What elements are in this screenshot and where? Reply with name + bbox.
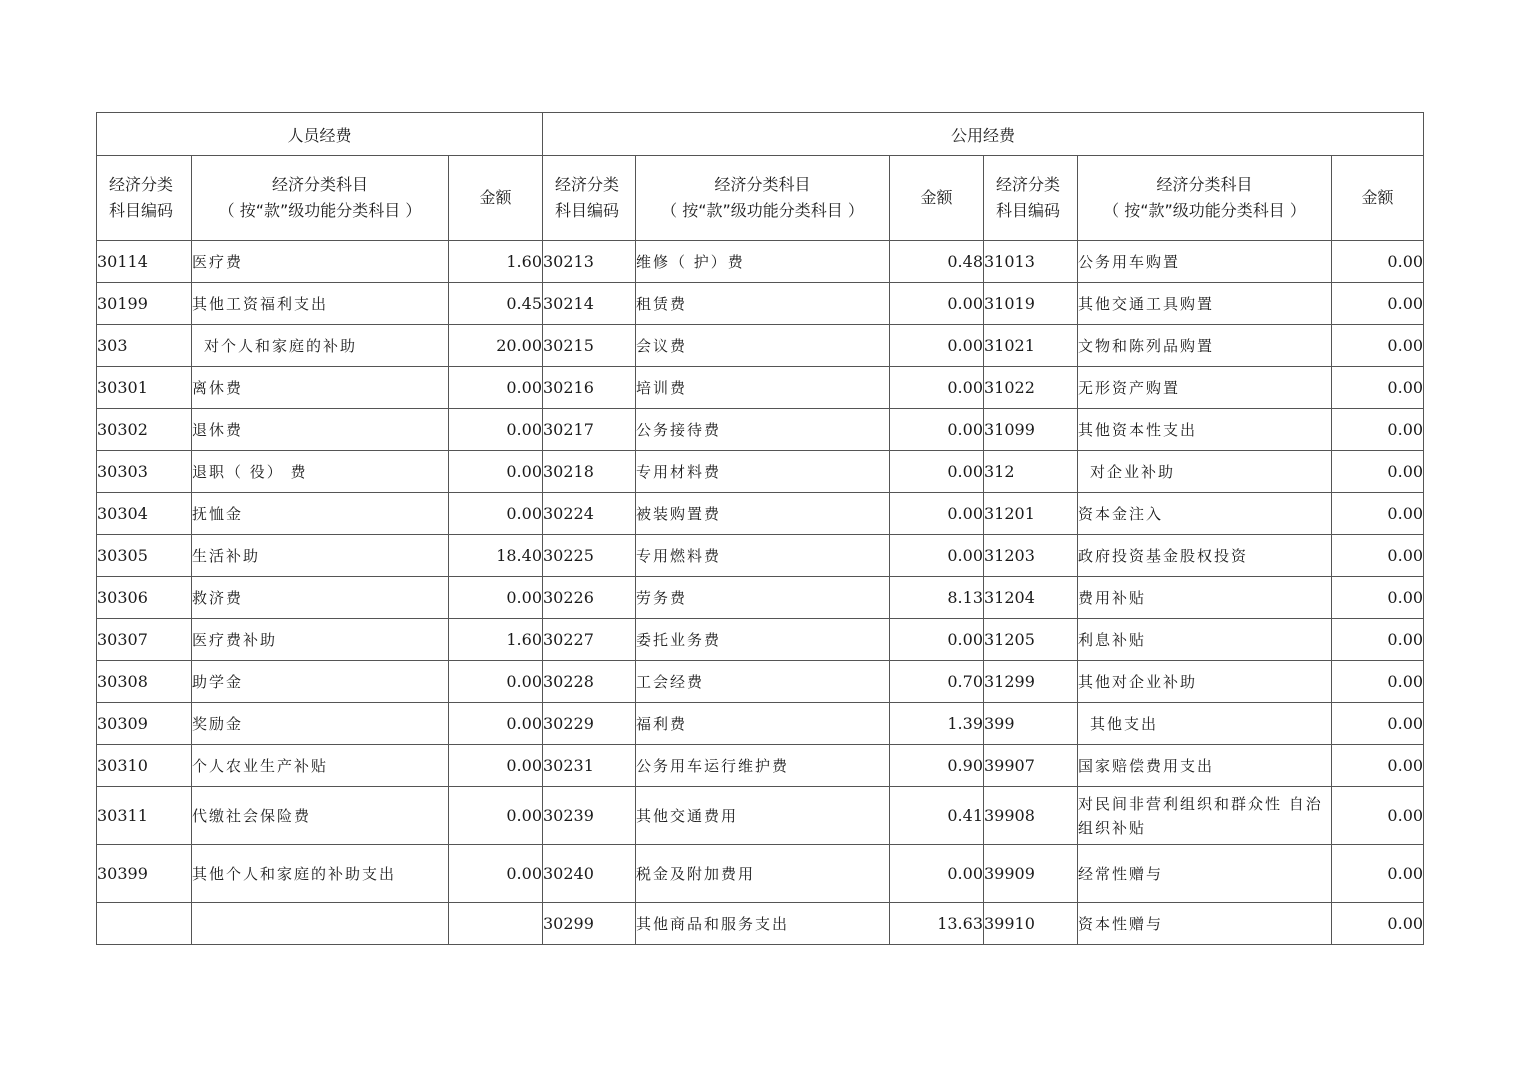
- cell-amount: 0.00: [1332, 367, 1424, 409]
- cell-item-name: 退休费: [192, 409, 449, 451]
- cell-code: 31299: [984, 661, 1078, 703]
- cell-code: 39909: [984, 845, 1078, 903]
- cell-item-name: 文物和陈列品购置: [1078, 325, 1332, 367]
- cell-amount: 0.00: [890, 493, 984, 535]
- cell-item-name: 医疗费: [192, 241, 449, 283]
- cell-amount: 0.00: [1332, 703, 1424, 745]
- cell-item-name: 对企业补助: [1078, 451, 1332, 493]
- cell-amount: 0.45: [449, 283, 543, 325]
- cell-amount: 0.00: [449, 845, 543, 903]
- cell-item-name: 退职（ 役） 费: [192, 451, 449, 493]
- cell-item-name: 生活补助: [192, 535, 449, 577]
- cell-amount: 0.00: [1332, 325, 1424, 367]
- cell-item-name: 会议费: [636, 325, 890, 367]
- cell-amount: 0.00: [890, 451, 984, 493]
- header-name: 经济分类科目 （ 按“款”级功能分类科目 ）: [1078, 156, 1332, 241]
- cell-amount: 13.63: [890, 903, 984, 945]
- cell-amount: 0.00: [890, 845, 984, 903]
- cell-amount: 0.00: [449, 745, 543, 787]
- cell-item-name: 公务用车运行维护费: [636, 745, 890, 787]
- cell-code: 30302: [97, 409, 192, 451]
- header-amount: 金额: [449, 156, 543, 241]
- cell-amount: 0.90: [890, 745, 984, 787]
- cell-item-name: 公务接待费: [636, 409, 890, 451]
- cell-code: 30311: [97, 787, 192, 845]
- cell-amount: 0.00: [1332, 535, 1424, 577]
- cell-item-name: 救济费: [192, 577, 449, 619]
- cell-code: 31019: [984, 283, 1078, 325]
- table-row: [97, 619, 1424, 661]
- cell-item-name: 抚恤金: [192, 493, 449, 535]
- cell-code: 30399: [97, 845, 192, 903]
- cell-code: 312: [984, 451, 1078, 493]
- cell-amount: 0.00: [449, 451, 543, 493]
- cell-amount: 0.00: [1332, 903, 1424, 945]
- cell-code: 30239: [543, 787, 636, 845]
- cell-code: 30304: [97, 493, 192, 535]
- cell-amount: 1.39: [890, 703, 984, 745]
- cell-item-name: 其他商品和服务支出: [636, 903, 890, 945]
- table-row: [97, 845, 1424, 903]
- cell-code: 399: [984, 703, 1078, 745]
- header-code: 经济分类 科目编码: [984, 156, 1078, 241]
- cell-item-name: 个人农业生产补贴: [192, 745, 449, 787]
- cell-item-name: 公务用车购置: [1078, 241, 1332, 283]
- cell-code: 31013: [984, 241, 1078, 283]
- cell-code: 31099: [984, 409, 1078, 451]
- table-row: [97, 787, 1424, 845]
- cell-code: 31205: [984, 619, 1078, 661]
- cell-item-name: 税金及附加费用: [636, 845, 890, 903]
- cell-item-name: 其他对企业补助: [1078, 661, 1332, 703]
- header-name: 经济分类科目 （ 按“款”级功能分类科目 ）: [636, 156, 890, 241]
- table-row: [97, 451, 1424, 493]
- cell-amount: 0.00: [1332, 619, 1424, 661]
- cell-item-name: 对民间非营利组织和群众性 自治组织补贴: [1078, 787, 1332, 845]
- cell-item-name: 培训费: [636, 367, 890, 409]
- header-code: 经济分类 科目编码: [543, 156, 636, 241]
- cell-item-name: 资本性赠与: [1078, 903, 1332, 945]
- table-row: [97, 283, 1424, 325]
- table-row: [97, 661, 1424, 703]
- cell-amount: 0.00: [1332, 451, 1424, 493]
- cell-code: 30199: [97, 283, 192, 325]
- table-row: [97, 409, 1424, 451]
- cell-code: 30301: [97, 367, 192, 409]
- cell-amount: 0.00: [449, 703, 543, 745]
- cell-item-name: 其他个人和家庭的补助支出: [192, 845, 449, 903]
- cell-code: 30231: [543, 745, 636, 787]
- cell-code: 30310: [97, 745, 192, 787]
- cell-amount: 0.00: [890, 325, 984, 367]
- table-row: [97, 745, 1424, 787]
- cell-code: 30215: [543, 325, 636, 367]
- cell-code: 30114: [97, 241, 192, 283]
- table-row: [97, 325, 1424, 367]
- cell-amount: 0.00: [1332, 493, 1424, 535]
- cell-amount: 8.13: [890, 577, 984, 619]
- header-name: 经济分类科目 （ 按“款”级功能分类科目 ）: [192, 156, 449, 241]
- table-row: [97, 535, 1424, 577]
- cell-amount: 0.00: [1332, 787, 1424, 845]
- cell-code: 39907: [984, 745, 1078, 787]
- cell-code: 30240: [543, 845, 636, 903]
- cell-amount: 0.00: [890, 535, 984, 577]
- cell-item-name: 专用材料费: [636, 451, 890, 493]
- cell-item-name: 助学金: [192, 661, 449, 703]
- cell-code: 30308: [97, 661, 192, 703]
- cell-code: 30305: [97, 535, 192, 577]
- cell-item-name: 代缴社会保险费: [192, 787, 449, 845]
- table-row: [97, 367, 1424, 409]
- cell-item-name: 奖励金: [192, 703, 449, 745]
- cell-item-name: 政府投资基金股权投资: [1078, 535, 1332, 577]
- cell-amount: 0.00: [449, 577, 543, 619]
- cell-amount: 18.40: [449, 535, 543, 577]
- group-header-public: 公用经费: [543, 113, 1424, 156]
- cell-amount: 0.00: [1332, 845, 1424, 903]
- cell-item-name: 租赁费: [636, 283, 890, 325]
- table-row: [97, 241, 1424, 283]
- cell-amount: 0.00: [1332, 661, 1424, 703]
- cell-amount: 0.00: [1332, 283, 1424, 325]
- cell-item-name: 工会经费: [636, 661, 890, 703]
- cell-code: 39910: [984, 903, 1078, 945]
- cell-amount: 0.41: [890, 787, 984, 845]
- cell-item-name: [192, 903, 449, 945]
- cell-amount: 0.00: [449, 787, 543, 845]
- cell-item-name: 被装购置费: [636, 493, 890, 535]
- cell-item-name: 委托业务费: [636, 619, 890, 661]
- cell-amount: 1.60: [449, 241, 543, 283]
- cell-amount: 20.00: [449, 325, 543, 367]
- header-code: 经济分类 科目编码: [97, 156, 192, 241]
- cell-item-name: 其他支出: [1078, 703, 1332, 745]
- cell-code: 30226: [543, 577, 636, 619]
- cell-item-name: 维修（ 护）费: [636, 241, 890, 283]
- table-row: [97, 577, 1424, 619]
- cell-item-name: 医疗费补助: [192, 619, 449, 661]
- cell-amount: 0.00: [1332, 577, 1424, 619]
- cell-item-name: 国家赔偿费用支出: [1078, 745, 1332, 787]
- cell-code: 30309: [97, 703, 192, 745]
- cell-amount: 0.00: [1332, 241, 1424, 283]
- cell-amount: 0.00: [890, 619, 984, 661]
- cell-code: 30306: [97, 577, 192, 619]
- cell-item-name: 专用燃料费: [636, 535, 890, 577]
- cell-code: [97, 903, 192, 945]
- table-row: [97, 903, 1424, 945]
- cell-code: 30227: [543, 619, 636, 661]
- cell-code: 30228: [543, 661, 636, 703]
- cell-code: 30299: [543, 903, 636, 945]
- cell-amount: 0.00: [890, 367, 984, 409]
- cell-amount: 0.00: [1332, 409, 1424, 451]
- cell-code: 303: [97, 325, 192, 367]
- cell-code: 30307: [97, 619, 192, 661]
- cell-code: 31022: [984, 367, 1078, 409]
- cell-code: 30229: [543, 703, 636, 745]
- cell-amount: 0.70: [890, 661, 984, 703]
- cell-amount: 0.48: [890, 241, 984, 283]
- cell-code: 30225: [543, 535, 636, 577]
- table-row: [97, 493, 1424, 535]
- group-header-personnel: 人员经费: [97, 113, 543, 156]
- cell-amount: 0.00: [890, 283, 984, 325]
- cell-amount: 0.00: [890, 409, 984, 451]
- cell-item-name: 对个人和家庭的补助: [192, 325, 449, 367]
- cell-code: 30217: [543, 409, 636, 451]
- cell-item-name: 经常性赠与: [1078, 845, 1332, 903]
- cell-item-name: 其他交通工具购置: [1078, 283, 1332, 325]
- cell-item-name: 其他交通费用: [636, 787, 890, 845]
- cell-amount: 0.00: [1332, 745, 1424, 787]
- cell-code: 30224: [543, 493, 636, 535]
- cell-item-name: 利息补贴: [1078, 619, 1332, 661]
- cell-code: 30216: [543, 367, 636, 409]
- cell-item-name: 福利费: [636, 703, 890, 745]
- cell-code: 31204: [984, 577, 1078, 619]
- cell-code: 30213: [543, 241, 636, 283]
- cell-amount: 0.00: [449, 367, 543, 409]
- table-row: [97, 703, 1424, 745]
- cell-item-name: 资本金注入: [1078, 493, 1332, 535]
- budget-expense-table: [96, 112, 1424, 945]
- cell-code: 30214: [543, 283, 636, 325]
- cell-code: 31021: [984, 325, 1078, 367]
- cell-code: 30218: [543, 451, 636, 493]
- header-amount: 金额: [890, 156, 984, 241]
- cell-code: 31201: [984, 493, 1078, 535]
- cell-code: 31203: [984, 535, 1078, 577]
- cell-amount: [449, 903, 543, 945]
- cell-code: 30303: [97, 451, 192, 493]
- cell-item-name: 其他工资福利支出: [192, 283, 449, 325]
- cell-code: 39908: [984, 787, 1078, 845]
- cell-amount: 1.60: [449, 619, 543, 661]
- cell-amount: 0.00: [449, 409, 543, 451]
- cell-amount: 0.00: [449, 493, 543, 535]
- cell-item-name: 无形资产购置: [1078, 367, 1332, 409]
- cell-amount: 0.00: [449, 661, 543, 703]
- cell-item-name: 费用补贴: [1078, 577, 1332, 619]
- cell-item-name: 劳务费: [636, 577, 890, 619]
- cell-item-name: 其他资本性支出: [1078, 409, 1332, 451]
- cell-item-name: 离休费: [192, 367, 449, 409]
- header-amount: 金额: [1332, 156, 1424, 241]
